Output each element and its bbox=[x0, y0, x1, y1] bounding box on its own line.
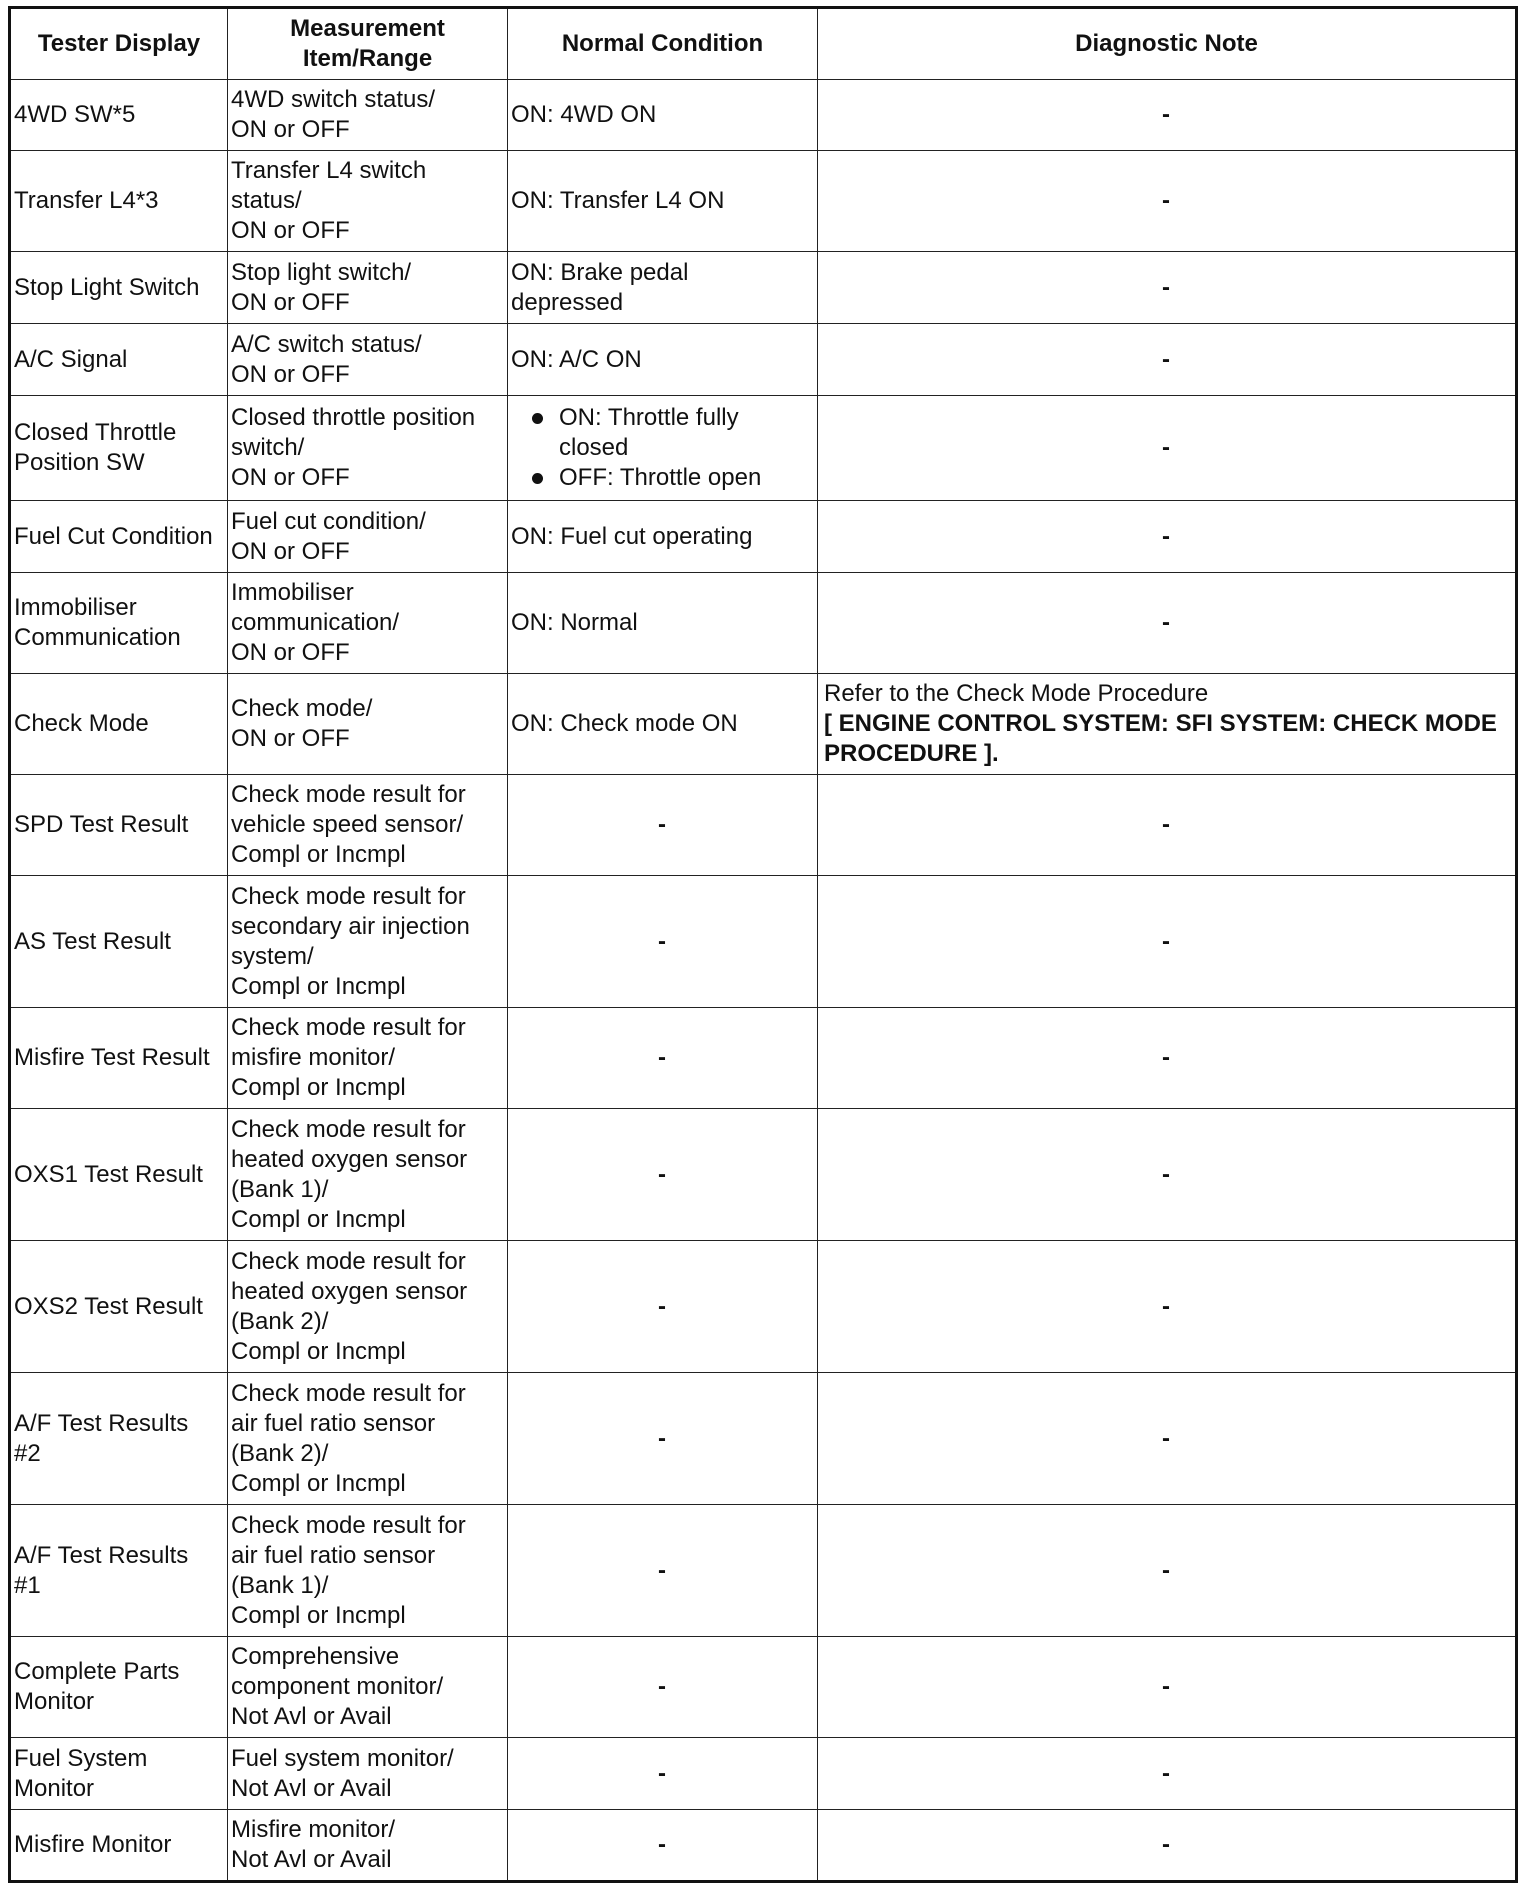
empty-dash: - bbox=[1162, 811, 1170, 838]
empty-dash: - bbox=[658, 927, 666, 955]
normal-condition-text: ON: Fuel cut operating bbox=[511, 522, 753, 550]
measurement-range-text-line: heated oxygen sensor bbox=[231, 1277, 468, 1305]
measurement-range-text-line: component monitor/ bbox=[231, 1673, 444, 1700]
data-list-table-container bbox=[8, 6, 1515, 1883]
empty-dash: - bbox=[658, 1044, 666, 1071]
measurement-range-text-line: Check mode result for bbox=[231, 1379, 466, 1407]
cell-diagnostic-note bbox=[818, 396, 1517, 501]
tester-display-text: Check Mode bbox=[14, 710, 149, 737]
cell-measurement-range bbox=[228, 1505, 508, 1637]
cell-tester-display bbox=[10, 1505, 228, 1637]
cell-normal-condition bbox=[508, 1505, 818, 1637]
tester-display-text-line: Closed Throttle bbox=[14, 419, 177, 446]
bullet-text-line: closed bbox=[559, 434, 629, 461]
measurement-range-text-line: Check mode/ bbox=[231, 695, 373, 722]
cell-measurement-range bbox=[228, 324, 508, 396]
data-list-table bbox=[8, 6, 1518, 1883]
measurement-range-text-line: communication/ bbox=[231, 609, 400, 636]
empty-dash: - bbox=[1162, 273, 1170, 301]
header-measurement-line2: Item/Range bbox=[302, 45, 433, 72]
measurement-range-text-line: vehicle speed sensor/ bbox=[231, 811, 464, 838]
empty-dash: - bbox=[1162, 1160, 1170, 1188]
measurement-range-text-line: system/ bbox=[231, 942, 314, 970]
table-row bbox=[10, 324, 1517, 396]
cell-diagnostic-note bbox=[818, 775, 1517, 876]
cell-measurement-range bbox=[228, 252, 508, 324]
measurement-range-text-line: (Bank 1)/ bbox=[231, 1175, 329, 1203]
measurement-range-text-line: Immobiliser bbox=[231, 579, 354, 606]
cell-diagnostic-note bbox=[818, 876, 1517, 1008]
normal-condition-bullet-list bbox=[511, 403, 813, 493]
cell-measurement-range bbox=[228, 151, 508, 252]
empty-dash: - bbox=[658, 1160, 666, 1188]
table-row bbox=[10, 1373, 1517, 1505]
cell-measurement-range bbox=[228, 396, 508, 501]
header-diagnostic-note: Diagnostic Note bbox=[818, 8, 1517, 80]
cell-measurement-range bbox=[228, 1008, 508, 1109]
cell-tester-display bbox=[10, 573, 228, 674]
measurement-range-text-line: ON or OFF bbox=[231, 464, 350, 491]
cell-normal-condition bbox=[508, 501, 818, 573]
cell-diagnostic-note bbox=[818, 674, 1517, 775]
normal-condition-text-line: depressed bbox=[511, 288, 624, 316]
tester-display-text: Transfer L4*3 bbox=[14, 187, 159, 214]
empty-dash: - bbox=[1162, 927, 1170, 955]
tester-display-text-line: A/F Test Results bbox=[14, 1541, 189, 1569]
table-row bbox=[10, 1008, 1517, 1109]
table-row bbox=[10, 876, 1517, 1008]
normal-condition-text: ON: 4WD ON bbox=[511, 101, 657, 128]
header-normal-condition: Normal Condition bbox=[508, 8, 818, 80]
measurement-range-text-line: switch/ bbox=[231, 434, 305, 461]
tester-display-text-line: Communication bbox=[14, 624, 181, 651]
measurement-range-text-line: Check mode result for bbox=[231, 1014, 466, 1041]
cell-measurement-range bbox=[228, 1109, 508, 1241]
measurement-range-text-line: ON or OFF bbox=[231, 639, 350, 666]
measurement-range-text-line: Comprehensive bbox=[231, 1643, 400, 1670]
cell-measurement-range bbox=[228, 674, 508, 775]
cell-diagnostic-note bbox=[818, 1008, 1517, 1109]
cell-tester-display bbox=[10, 876, 228, 1008]
measurement-range-text-line: secondary air injection bbox=[231, 912, 470, 940]
normal-condition-text: ON: Check mode ON bbox=[511, 710, 738, 737]
empty-dash: - bbox=[1162, 1831, 1170, 1858]
measurement-range-text-line: Not Avl or Avail bbox=[231, 1703, 392, 1730]
bullet-dot-icon bbox=[532, 413, 543, 424]
measurement-range-text-line: Compl or Incmpl bbox=[231, 1205, 406, 1233]
header-row bbox=[10, 8, 1517, 80]
empty-dash: - bbox=[1162, 1044, 1170, 1071]
tester-display-text: Stop Light Switch bbox=[14, 273, 200, 301]
tester-display-text-line: Monitor bbox=[14, 1774, 95, 1802]
cell-normal-condition bbox=[508, 1109, 818, 1241]
empty-dash: - bbox=[1162, 1292, 1170, 1320]
tester-display-text-line: Fuel System bbox=[14, 1744, 148, 1772]
cell-tester-display bbox=[10, 775, 228, 876]
measurement-range-text-line: ON or OFF bbox=[231, 116, 350, 143]
empty-dash: - bbox=[1162, 522, 1170, 550]
tester-display-text: AS Test Result bbox=[14, 927, 171, 955]
empty-dash: - bbox=[1162, 1556, 1170, 1584]
cell-normal-condition bbox=[508, 1008, 818, 1109]
measurement-range-text-line: air fuel ratio sensor bbox=[231, 1541, 436, 1569]
empty-dash: - bbox=[658, 1759, 666, 1787]
cell-normal-condition bbox=[508, 1810, 818, 1882]
cell-measurement-range bbox=[228, 1241, 508, 1373]
cell-measurement-range bbox=[228, 80, 508, 151]
cell-normal-condition bbox=[508, 252, 818, 324]
measurement-range-text-line: 4WD switch status/ bbox=[231, 86, 436, 113]
tester-display-text-line: Immobiliser bbox=[14, 594, 137, 621]
measurement-range-text-line: air fuel ratio sensor bbox=[231, 1409, 436, 1437]
header-measurement-line1: Measurement bbox=[290, 15, 445, 42]
bullet-dot-icon bbox=[532, 473, 543, 484]
table-row bbox=[10, 1109, 1517, 1241]
cell-normal-condition bbox=[508, 80, 818, 151]
measurement-range-text-line: Compl or Incmpl bbox=[231, 1601, 406, 1629]
cell-diagnostic-note bbox=[818, 1241, 1517, 1373]
measurement-range-text-line: Closed throttle position bbox=[231, 404, 476, 431]
cell-diagnostic-note bbox=[818, 151, 1517, 252]
table-row bbox=[10, 396, 1517, 501]
measurement-range-text-line: Compl or Incmpl bbox=[231, 1074, 406, 1101]
measurement-range-text-line: Check mode result for bbox=[231, 1511, 466, 1539]
cell-diagnostic-note bbox=[818, 501, 1517, 573]
measurement-range-text-line: Not Avl or Avail bbox=[231, 1846, 392, 1873]
bullet-text-line: ON: Throttle fully bbox=[559, 404, 739, 431]
cell-normal-condition bbox=[508, 324, 818, 396]
cell-tester-display bbox=[10, 501, 228, 573]
tester-display-text: A/C Signal bbox=[14, 345, 128, 373]
cell-tester-display bbox=[10, 1373, 228, 1505]
header-measurement-item-range bbox=[228, 8, 508, 80]
cell-tester-display bbox=[10, 151, 228, 252]
cell-diagnostic-note bbox=[818, 324, 1517, 396]
measurement-range-text-line: ON or OFF bbox=[231, 725, 350, 752]
cell-normal-condition bbox=[508, 1637, 818, 1738]
measurement-range-text-line: ON or OFF bbox=[231, 360, 350, 388]
empty-dash: - bbox=[658, 1556, 666, 1584]
measurement-range-text-line: A/C switch status/ bbox=[231, 330, 422, 358]
measurement-range-text-line: Check mode result for bbox=[231, 882, 466, 910]
cell-diagnostic-note bbox=[818, 1810, 1517, 1882]
measurement-range-text-line: Fuel cut condition/ bbox=[231, 507, 426, 535]
cell-measurement-range bbox=[228, 1738, 508, 1810]
measurement-range-text-line: ON or OFF bbox=[231, 217, 350, 244]
cell-tester-display bbox=[10, 1109, 228, 1241]
measurement-range-text-line: Compl or Incmpl bbox=[231, 1337, 406, 1365]
empty-dash: - bbox=[658, 1292, 666, 1320]
empty-dash: - bbox=[1162, 1673, 1170, 1700]
tester-display-text: OXS1 Test Result bbox=[14, 1160, 203, 1188]
normal-condition-text: ON: Normal bbox=[511, 609, 638, 636]
empty-dash: - bbox=[1162, 609, 1170, 636]
normal-condition-text-line: ON: Brake pedal bbox=[511, 258, 689, 286]
cell-normal-condition bbox=[508, 876, 818, 1008]
cell-measurement-range bbox=[228, 501, 508, 573]
tester-display-text-line: A/F Test Results bbox=[14, 1409, 189, 1437]
cell-tester-display bbox=[10, 1637, 228, 1738]
tester-display-text-line: Position SW bbox=[14, 449, 145, 476]
measurement-range-text-line: misfire monitor/ bbox=[231, 1044, 396, 1071]
bullet-item bbox=[511, 463, 813, 493]
measurement-range-text-line: status/ bbox=[231, 187, 302, 214]
bullet-item bbox=[511, 403, 813, 463]
measurement-range-text-line: Stop light switch/ bbox=[231, 258, 412, 286]
tester-display-text: OXS2 Test Result bbox=[14, 1292, 203, 1320]
measurement-range-text-line: (Bank 1)/ bbox=[231, 1571, 329, 1599]
measurement-range-text-line: (Bank 2)/ bbox=[231, 1307, 329, 1335]
cell-diagnostic-note bbox=[818, 1637, 1517, 1738]
table-row bbox=[10, 1738, 1517, 1810]
tester-display-text-line: #1 bbox=[14, 1571, 41, 1599]
measurement-range-text-line: heated oxygen sensor bbox=[231, 1145, 468, 1173]
tester-display-text-line: Monitor bbox=[14, 1688, 95, 1715]
cell-normal-condition bbox=[508, 1373, 818, 1505]
measurement-range-text-line: Compl or Incmpl bbox=[231, 972, 406, 1000]
table-row bbox=[10, 252, 1517, 324]
tester-display-text: Misfire Test Result bbox=[14, 1044, 210, 1071]
cell-normal-condition bbox=[508, 1738, 818, 1810]
measurement-range-text-line: Check mode result for bbox=[231, 1115, 466, 1143]
cell-normal-condition bbox=[508, 396, 818, 501]
measurement-range-text-line: Not Avl or Avail bbox=[231, 1774, 392, 1802]
cell-diagnostic-note bbox=[818, 1738, 1517, 1810]
table-row bbox=[10, 151, 1517, 252]
measurement-range-text-line: Check mode result for bbox=[231, 1247, 466, 1275]
table-body bbox=[10, 80, 1517, 1882]
table-row bbox=[10, 573, 1517, 674]
empty-dash: - bbox=[1162, 101, 1170, 128]
cell-diagnostic-note bbox=[818, 1505, 1517, 1637]
measurement-range-text-line: Check mode result for bbox=[231, 781, 466, 808]
measurement-range-text-line: ON or OFF bbox=[231, 288, 350, 316]
measurement-range-text-line: Fuel system monitor/ bbox=[231, 1744, 454, 1772]
empty-dash: - bbox=[658, 811, 666, 838]
cell-measurement-range bbox=[228, 1637, 508, 1738]
cell-normal-condition bbox=[508, 151, 818, 252]
cell-tester-display bbox=[10, 1810, 228, 1882]
tester-display-text: Misfire Monitor bbox=[14, 1831, 172, 1858]
normal-condition-text: ON: A/C ON bbox=[511, 345, 642, 373]
cell-measurement-range bbox=[228, 1810, 508, 1882]
table-row bbox=[10, 674, 1517, 775]
cell-diagnostic-note bbox=[818, 573, 1517, 674]
cell-normal-condition bbox=[508, 573, 818, 674]
tester-display-text: SPD Test Result bbox=[14, 811, 189, 838]
tester-display-text: 4WD SW*5 bbox=[14, 101, 136, 128]
empty-dash: - bbox=[1162, 1759, 1170, 1787]
empty-dash: - bbox=[1162, 187, 1170, 214]
table-row bbox=[10, 1505, 1517, 1637]
cell-diagnostic-note bbox=[818, 1109, 1517, 1241]
note-text: Refer to the Check Mode Procedure bbox=[824, 680, 1209, 707]
cell-diagnostic-note bbox=[818, 1373, 1517, 1505]
cell-tester-display bbox=[10, 674, 228, 775]
tester-display-text: Fuel Cut Condition bbox=[14, 522, 213, 550]
empty-dash: - bbox=[658, 1673, 666, 1700]
empty-dash: - bbox=[1162, 345, 1170, 373]
cell-diagnostic-note bbox=[818, 252, 1517, 324]
cell-normal-condition bbox=[508, 1241, 818, 1373]
table-row bbox=[10, 80, 1517, 151]
normal-condition-text: ON: Transfer L4 ON bbox=[511, 187, 725, 214]
measurement-range-text-line: Compl or Incmpl bbox=[231, 841, 406, 868]
cell-tester-display bbox=[10, 324, 228, 396]
measurement-range-text-line: Misfire monitor/ bbox=[231, 1816, 396, 1843]
measurement-range-text-line: Compl or Incmpl bbox=[231, 1469, 406, 1497]
cell-tester-display bbox=[10, 1008, 228, 1109]
measurement-range-text-line: ON or OFF bbox=[231, 537, 350, 565]
cell-tester-display bbox=[10, 1738, 228, 1810]
measurement-range-text-line: (Bank 2)/ bbox=[231, 1439, 329, 1467]
table-row bbox=[10, 1241, 1517, 1373]
empty-dash: - bbox=[658, 1831, 666, 1858]
cell-tester-display bbox=[10, 396, 228, 501]
table-row bbox=[10, 1637, 1517, 1738]
check-mode-procedure-link[interactable]: [ ENGINE CONTROL SYSTEM: SFI SYSTEM: CHECK MODE PROCEDURE ]. bbox=[824, 710, 1497, 767]
tester-display-text-line: Complete Parts bbox=[14, 1658, 180, 1685]
table-row bbox=[10, 1810, 1517, 1882]
cell-measurement-range bbox=[228, 775, 508, 876]
cell-normal-condition bbox=[508, 775, 818, 876]
table-row bbox=[10, 775, 1517, 876]
cell-measurement-range bbox=[228, 876, 508, 1008]
cell-tester-display bbox=[10, 252, 228, 324]
cell-tester-display bbox=[10, 80, 228, 151]
empty-dash: - bbox=[658, 1424, 666, 1452]
cell-measurement-range bbox=[228, 1373, 508, 1505]
header-tester-display: Tester Display bbox=[10, 8, 228, 80]
table-row bbox=[10, 501, 1517, 573]
cell-tester-display bbox=[10, 1241, 228, 1373]
cell-normal-condition bbox=[508, 674, 818, 775]
measurement-range-text-line: Transfer L4 switch bbox=[231, 157, 427, 184]
cell-measurement-range bbox=[228, 573, 508, 674]
empty-dash: - bbox=[1162, 1424, 1170, 1452]
cell-diagnostic-note bbox=[818, 80, 1517, 151]
bullet-text-line: OFF: Throttle open bbox=[559, 464, 762, 491]
tester-display-text-line: #2 bbox=[14, 1439, 41, 1467]
empty-dash: - bbox=[1162, 434, 1170, 461]
